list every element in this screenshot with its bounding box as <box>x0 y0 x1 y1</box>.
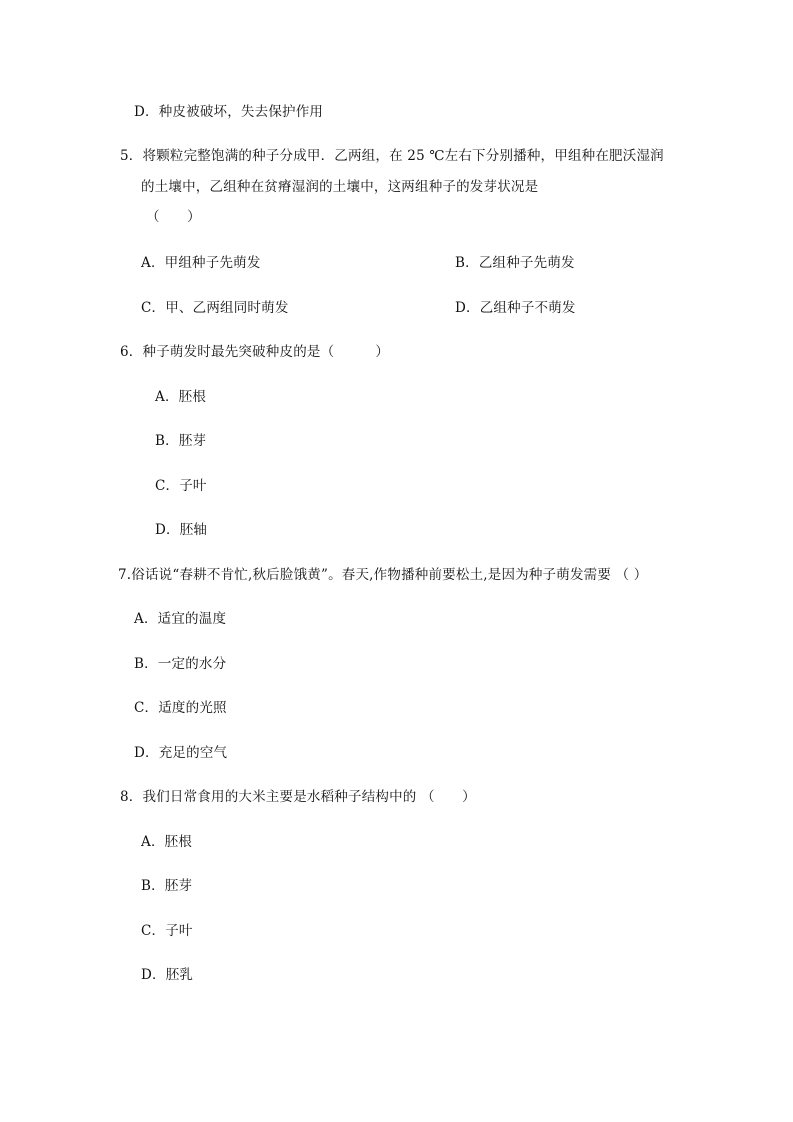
q7-option-b: B．一定的水分 <box>134 656 227 672</box>
q4-option-d: D．种皮被破坏，失去保护作用 <box>134 104 324 120</box>
q5-option-b: B．乙组种子先萌发 <box>455 255 575 271</box>
q5-option-c: C．甲、乙两组同时萌发 <box>141 300 289 316</box>
q7-option-d: D．充足的空气 <box>134 745 228 761</box>
q5-option-a: A．甲组种子先萌发 <box>141 255 261 271</box>
q8-option-d: D．胚乳 <box>141 967 194 983</box>
q7-option-c: C．适度的光照 <box>134 700 227 716</box>
q8-option-c: C．子叶 <box>141 923 193 939</box>
q6-option-b: B．胚芽 <box>155 433 207 449</box>
q8-stem: 8．我们日常食用的大米主要是水稻种子结构中的 （ ） <box>120 789 476 805</box>
q5-stem-line3: （ ） <box>146 209 201 225</box>
q6-stem: 6．种子萌发时最先突破种皮的是（ ） <box>120 344 390 360</box>
q7-stem: 7.俗话说“春耕不肯忙,秋后脸饿黄”。春天,作物播种前要松土,是因为种子萌发需要 （ ） <box>118 567 648 583</box>
q6-option-c: C．子叶 <box>155 478 207 494</box>
q8-option-a: A．胚根 <box>141 834 193 850</box>
q5-option-d: D．乙组种子不萌发 <box>455 300 576 316</box>
q6-option-d: D．胚轴 <box>155 522 208 538</box>
q5-stem-line2: 的土壤中，乙组种在贫瘠湿润的土壤中，这两组种子的发芽状况是 <box>141 179 539 195</box>
q6-option-a: A．胚根 <box>155 389 207 405</box>
q5-stem-line1: 5．将颗粒完整饱满的种子分成甲．乙两组，在 25 ℃左右下分别播种，甲组种在肥沃湿润 <box>120 148 664 164</box>
q8-option-b: B．胚芽 <box>141 878 193 894</box>
q7-option-a: A．适宜的温度 <box>134 611 227 627</box>
